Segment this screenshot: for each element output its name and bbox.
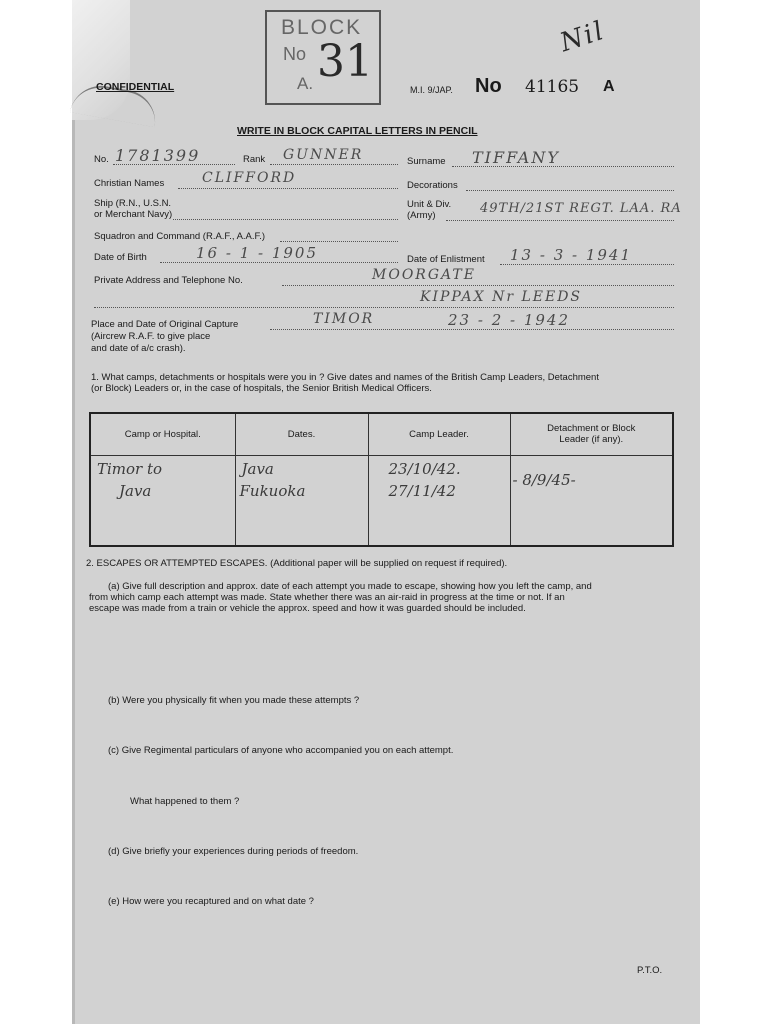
section2-a-line2: from which camp each attempt was made. State whether there was an air-raid in progress at the time or not. If an	[89, 592, 565, 603]
address-value-1: MOORGATE	[372, 267, 476, 283]
christian-names-label: Christian Names	[94, 178, 165, 189]
section2-b-question: (b) Were you physically fit when you made these attempts ?	[108, 695, 360, 706]
section2-c-subquestion: What happened to them ?	[130, 796, 240, 807]
section1-question-line1: 1. What camps, detachments or hospitals were you in ? Give dates and names of the British Camp Leaders, Detachment	[91, 372, 599, 383]
table-cell-camp-leader	[368, 455, 510, 546]
capture-date-value: 23 - 2 - 1942	[448, 311, 571, 329]
service-number-value: 1781399	[115, 146, 201, 165]
decorations-label: Decorations	[407, 180, 458, 191]
number-label: No	[475, 75, 502, 97]
stamp-handwritten-number: 31	[317, 36, 373, 87]
service-number-label: No.	[94, 154, 109, 165]
section2-d-question: (d) Give briefly your experiences during periods of freedom.	[108, 846, 359, 857]
section2-c-question: (c) Give Regimental particulars of anyone who accompanied you on each attempt.	[108, 745, 454, 756]
section2-title: 2. ESCAPES OR ATTEMPTED ESCAPES. (Additional paper will be supplied on request if required).	[86, 558, 508, 569]
section2-a-line1: (a) Give full description and approx. date of each attempt you made to escape, showing how you left the camp, and	[108, 581, 592, 592]
stamp-line-1: BLOCK	[281, 16, 363, 39]
section1-question-line2: (or Block) Leaders or, in the case of hospitals, the Senior British Medical Officers.	[91, 383, 432, 394]
rank-label: Rank	[243, 154, 266, 165]
confidential-label: CONFIDENTIAL	[96, 81, 175, 93]
table-header-detachment-leader: Detachment or Block Leader (if any).	[510, 413, 673, 455]
unit-label-1: Unit & Div.	[407, 199, 452, 210]
capture-place-value: TIMOR	[313, 311, 375, 327]
table-header-dates: Dates.	[235, 413, 368, 455]
capture-label-2: (Aircrew R.A.F. to give place	[91, 331, 211, 342]
camp-entry-2: Java	[119, 481, 152, 500]
enlistment-label: Date of Enlistment	[407, 254, 485, 265]
corner-handwritten-note: Nil	[556, 15, 609, 59]
enlistment-value: 13 - 3 - 1941	[510, 246, 633, 264]
ship-label-2: or Merchant Navy)	[94, 209, 173, 220]
block-capitals-instruction: WRITE IN BLOCK CAPITAL LETTERS IN PENCIL	[237, 125, 478, 137]
table-header-camp: Camp or Hospital.	[90, 413, 235, 455]
unit-label-2: (Army)	[407, 210, 436, 221]
leader-entry-1: 23/10/42.	[388, 459, 461, 478]
camp-entry-1: Timor to	[97, 459, 163, 478]
squadron-label: Squadron and Command (R.A.F., A.A.F.)	[94, 231, 266, 242]
leader-entry-2: 27/11/42	[388, 481, 456, 500]
table-cell-dates	[235, 455, 368, 546]
capture-label-1: Place and Date of Original Capture	[91, 319, 239, 330]
dates-entry-2: Fukuoka	[239, 481, 306, 500]
stamp-line-3: A.	[297, 74, 314, 93]
section2-a-line3: escape was made from a train or vehicle the approx. speed and how it was guarded should be included.	[89, 603, 526, 614]
rank-value: GUNNER	[283, 147, 364, 163]
address-value-2: KIPPAX Nr LEEDS	[420, 289, 583, 305]
date-of-birth-label: Date of Birth	[94, 252, 147, 263]
table-cell-detachment-leader	[510, 455, 673, 546]
form-number: 41165	[525, 77, 580, 97]
address-label: Private Address and Telephone No.	[94, 275, 243, 286]
unit-value: 49TH/21ST REGT. LAA. RA	[480, 201, 682, 216]
block-stamp	[265, 10, 381, 105]
paper-edge	[72, 0, 75, 1024]
christian-names-value: CLIFFORD	[202, 170, 297, 186]
ship-label-1: Ship (R.N., U.S.N.	[94, 198, 172, 209]
form-number-suffix: A	[603, 78, 615, 95]
stamp-line-2: No	[283, 44, 307, 64]
capture-label-3: and date of a/c crash).	[91, 343, 186, 354]
table-header-camp-leader: Camp Leader.	[368, 413, 510, 455]
detachment-entry-1: - 8/9/45-	[512, 470, 576, 489]
form-code: M.I. 9/JAP.	[410, 85, 453, 95]
dates-entry-1: Java	[241, 459, 274, 478]
surname-label: Surname	[407, 156, 446, 167]
date-of-birth-value: 16 - 1 - 1905	[196, 244, 319, 262]
surname-value: TIFFANY	[472, 148, 560, 167]
table-cell-camp	[90, 455, 235, 546]
section2-e-question: (e) How were you recaptured and on what date ?	[108, 896, 314, 907]
please-turn-over: P.T.O.	[637, 965, 663, 976]
camps-table	[89, 412, 674, 547]
